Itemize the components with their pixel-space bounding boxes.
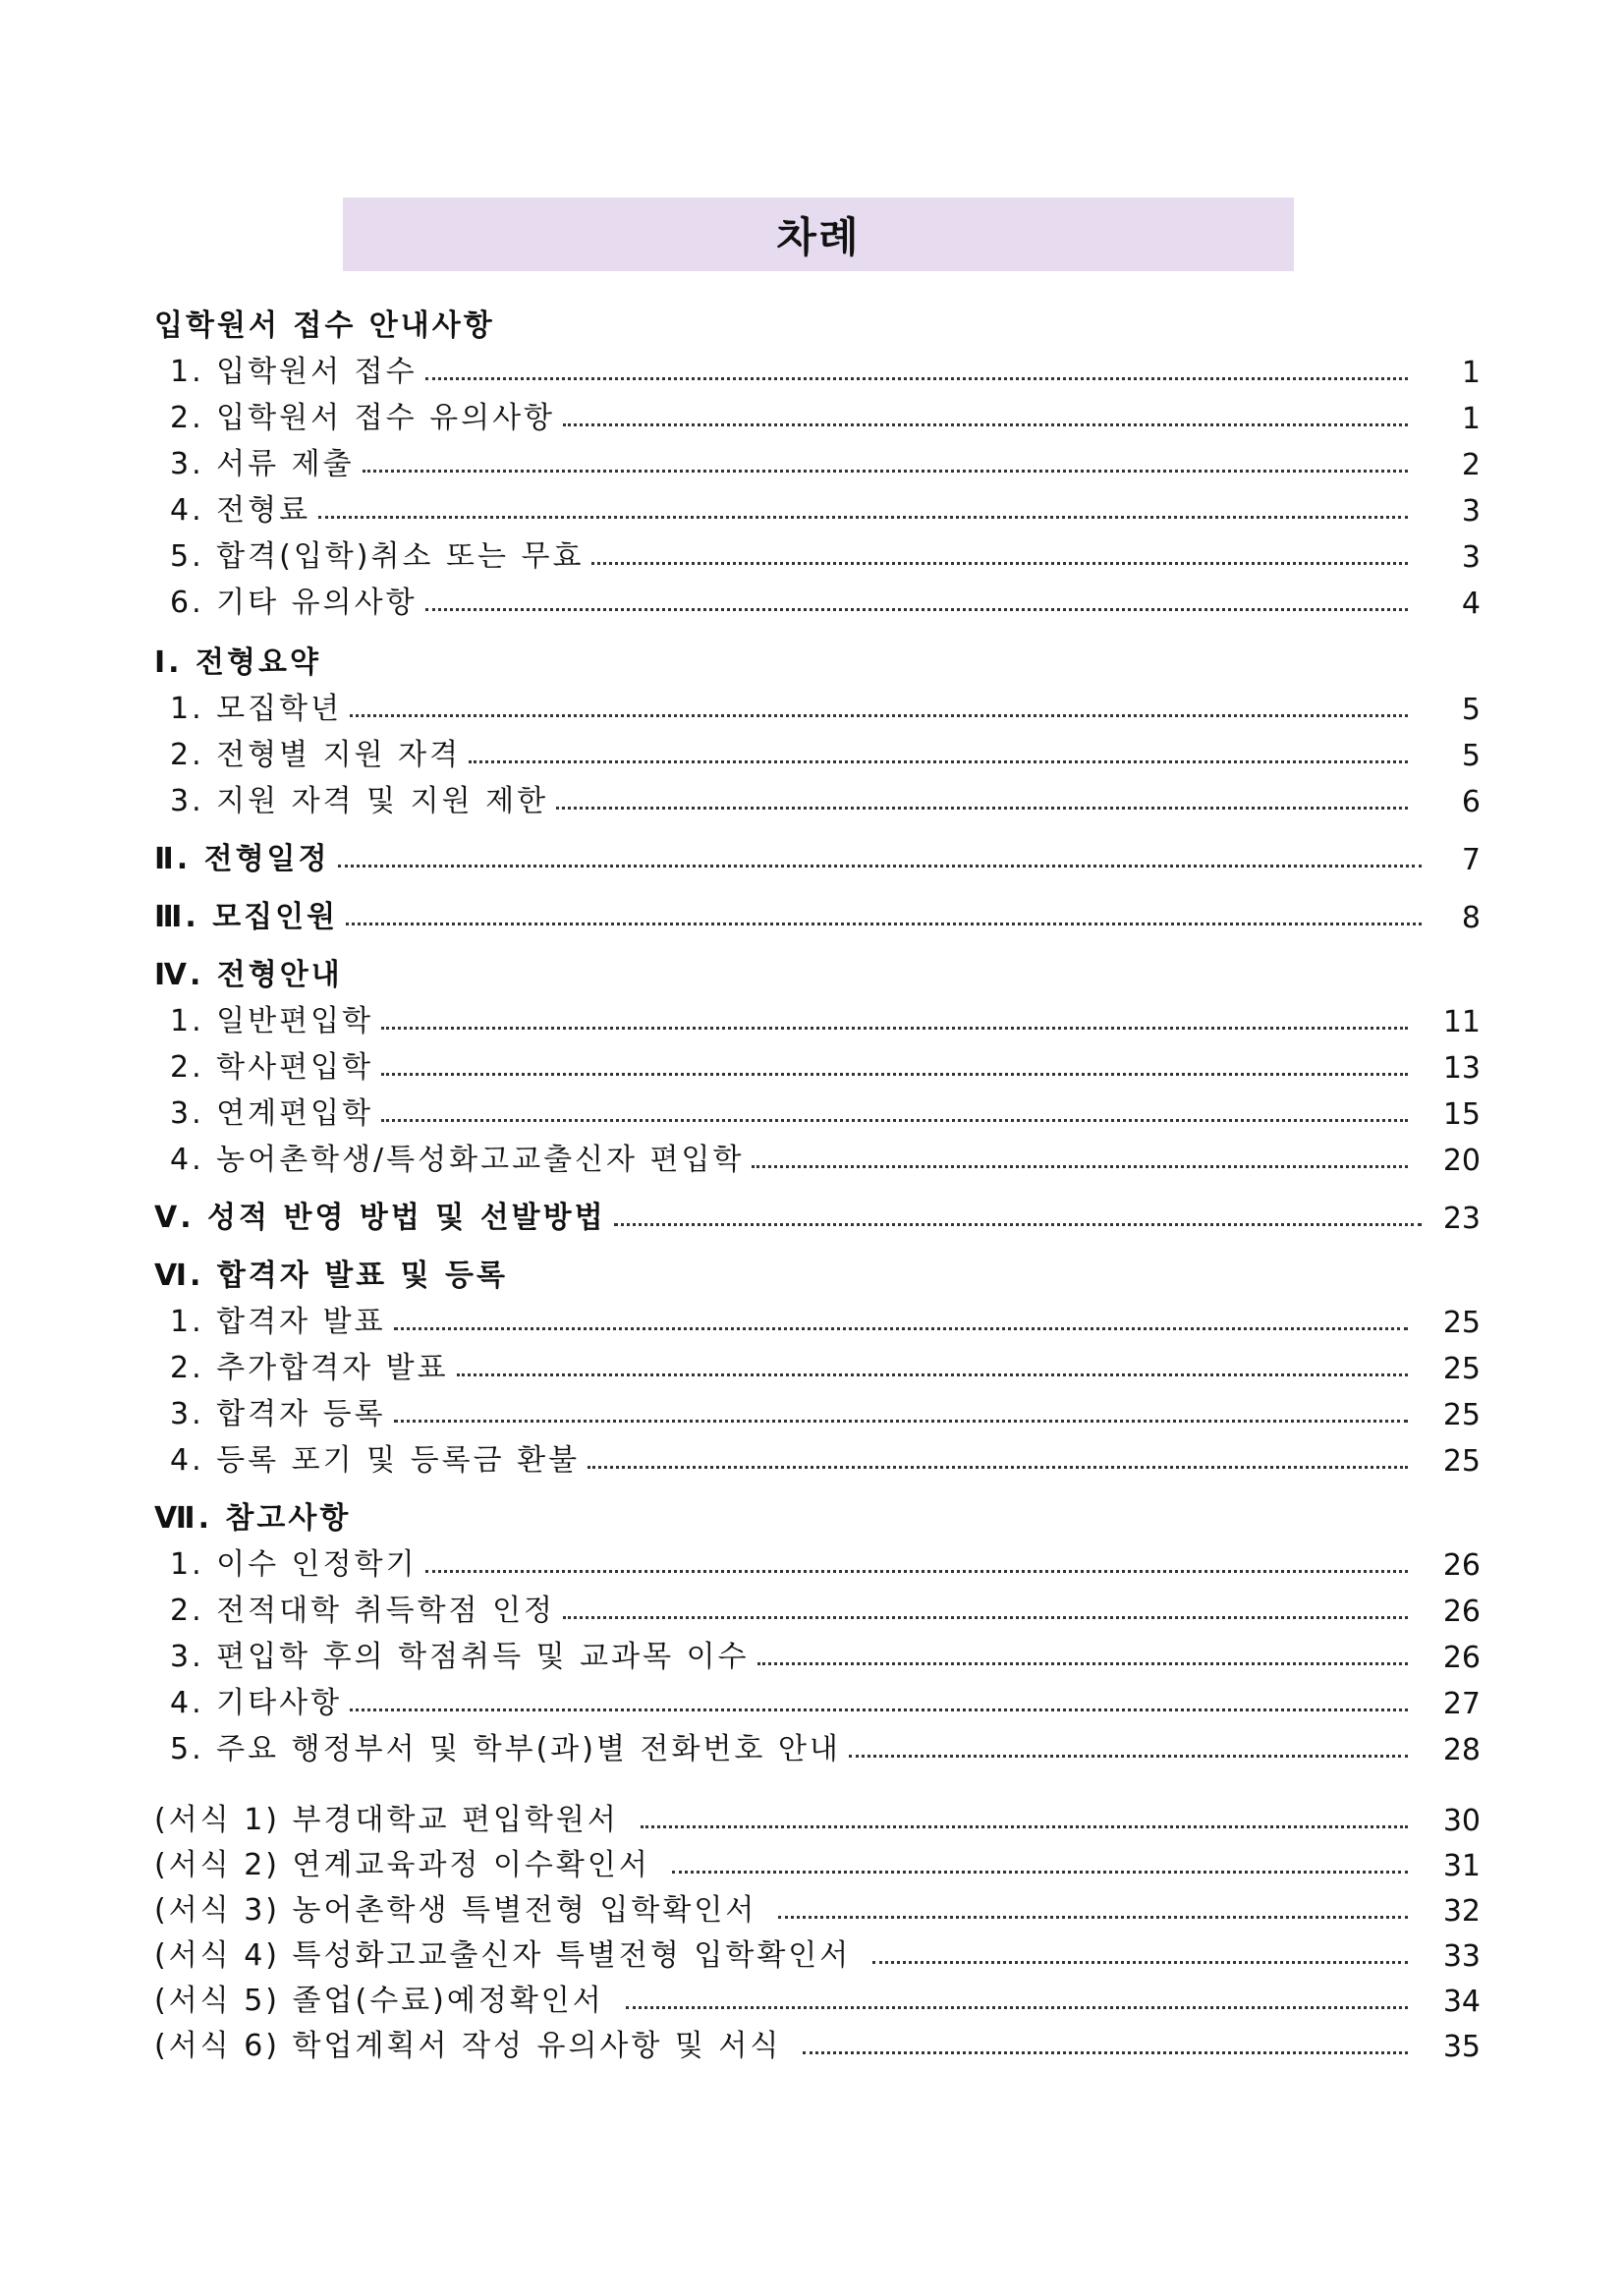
dot-leader bbox=[381, 1073, 1408, 1076]
entry-label: 1. 일반편입학 bbox=[170, 1004, 374, 1038]
dot-leader bbox=[757, 1662, 1408, 1665]
toc-title-bar bbox=[343, 197, 1294, 271]
toc-entry[interactable] bbox=[154, 344, 1481, 390]
toc-entry[interactable] bbox=[154, 575, 1481, 621]
toc-chapter-5[interactable] bbox=[154, 1190, 1481, 1236]
entry-page: 32 bbox=[1442, 1894, 1481, 1929]
toc-entry[interactable] bbox=[154, 1294, 1481, 1340]
toc-entry[interactable] bbox=[154, 436, 1481, 482]
entry-label: 5. 합격(입학)취소 또는 무효 bbox=[170, 539, 585, 574]
dot-leader bbox=[363, 470, 1408, 473]
entry-label: 4. 농어촌학생/특성화고교출신자 편입학 bbox=[170, 1143, 745, 1177]
entry-page: 6 bbox=[1461, 785, 1481, 819]
entry-page: 25 bbox=[1442, 1398, 1481, 1432]
entry-label: 1. 모집학년 bbox=[170, 692, 343, 726]
entry-page: 27 bbox=[1442, 1687, 1481, 1721]
entry-page: 30 bbox=[1442, 1804, 1481, 1838]
section-forms bbox=[154, 1793, 1481, 2064]
dot-leader bbox=[338, 865, 1422, 868]
toc-entry[interactable] bbox=[154, 529, 1481, 575]
dot-leader bbox=[394, 1327, 1408, 1330]
entry-label: 2. 추가합격자 발표 bbox=[170, 1351, 449, 1385]
entry-page: 1 bbox=[1461, 356, 1481, 390]
entry-page: 23 bbox=[1442, 1202, 1481, 1236]
entry-page: 13 bbox=[1442, 1051, 1481, 1086]
section-heading: Ⅰ. 전형요약 bbox=[154, 645, 321, 680]
dot-leader bbox=[350, 714, 1408, 717]
dot-leader bbox=[318, 516, 1408, 519]
toc-entry[interactable] bbox=[154, 773, 1481, 819]
dot-leader bbox=[872, 1961, 1408, 1964]
toc-form-entry[interactable] bbox=[154, 1974, 1481, 2019]
dot-leader bbox=[614, 1223, 1422, 1226]
dot-leader bbox=[457, 1373, 1408, 1376]
toc-entry[interactable] bbox=[154, 1132, 1481, 1178]
toc-title: 차례 bbox=[776, 212, 861, 261]
dot-leader bbox=[803, 2051, 1408, 2054]
entry-page: 3 bbox=[1461, 540, 1481, 575]
entry-page: 5 bbox=[1461, 693, 1481, 727]
entry-label: 4. 전형료 bbox=[170, 493, 311, 528]
toc-entry[interactable] bbox=[154, 1386, 1481, 1432]
entry-page: 1 bbox=[1461, 402, 1481, 436]
section-chapter-7 bbox=[154, 1490, 1481, 1767]
toc-form-entry[interactable] bbox=[154, 1929, 1481, 1974]
dot-leader bbox=[563, 423, 1408, 426]
entry-page: 34 bbox=[1442, 1985, 1481, 2019]
entry-page: 3 bbox=[1461, 494, 1481, 529]
section-intro bbox=[154, 298, 1481, 621]
entry-label: 4. 기타사항 bbox=[170, 1686, 343, 1720]
dot-leader bbox=[591, 562, 1408, 565]
toc-entry[interactable] bbox=[154, 1039, 1481, 1086]
entry-label: 1. 입학원서 접수 bbox=[170, 355, 418, 389]
section-chapter-4 bbox=[154, 947, 1481, 1178]
toc-entry[interactable] bbox=[154, 1629, 1481, 1675]
toc-entry[interactable] bbox=[154, 993, 1481, 1039]
entry-page: 28 bbox=[1442, 1733, 1481, 1767]
entry-label: 2. 입학원서 접수 유의사항 bbox=[170, 401, 556, 435]
entry-page: 26 bbox=[1442, 1641, 1481, 1675]
dot-leader bbox=[556, 807, 1408, 810]
form-label: (서식 1) 부경대학교 편입학원서 bbox=[154, 1803, 619, 1837]
toc-entry[interactable] bbox=[154, 390, 1481, 436]
entry-page: 33 bbox=[1442, 1939, 1481, 1974]
dot-leader bbox=[469, 760, 1408, 763]
toc-entry[interactable] bbox=[154, 1537, 1481, 1583]
entry-label: 5. 주요 행정부서 및 학부(과)별 전화번호 안내 bbox=[170, 1732, 841, 1766]
form-label: (서식 2) 연계교육과정 이수확인서 bbox=[154, 1848, 650, 1882]
entry-page: 35 bbox=[1442, 2030, 1481, 2064]
entry-label: 3. 편입학 후의 학점취득 및 교과목 이수 bbox=[170, 1640, 750, 1674]
entry-page: 25 bbox=[1442, 1444, 1481, 1479]
entry-label: 3. 서류 제출 bbox=[170, 447, 355, 481]
toc-form-entry[interactable] bbox=[154, 1838, 1481, 1883]
dot-leader bbox=[425, 608, 1408, 611]
section-heading: 입학원서 접수 안내사항 bbox=[154, 308, 495, 343]
entry-label: 4. 등록 포기 및 등록금 환불 bbox=[170, 1443, 581, 1478]
entry-label: 2. 전형별 지원 자격 bbox=[170, 738, 462, 772]
toc-entry[interactable] bbox=[154, 681, 1481, 727]
dot-leader bbox=[381, 1119, 1408, 1122]
section-heading: Ⅳ. 전형안내 bbox=[154, 958, 343, 992]
toc-form-entry[interactable] bbox=[154, 1793, 1481, 1838]
entry-page: 25 bbox=[1442, 1352, 1481, 1386]
toc-entry[interactable] bbox=[154, 1086, 1481, 1132]
dot-leader bbox=[849, 1755, 1408, 1758]
chapter-label: Ⅱ. 전형일정 bbox=[154, 842, 330, 876]
toc-entry[interactable] bbox=[154, 482, 1481, 529]
entry-label: 3. 지원 자격 및 지원 제한 bbox=[170, 784, 549, 818]
toc-entry[interactable] bbox=[154, 1583, 1481, 1629]
section-chapter-1 bbox=[154, 635, 1481, 819]
form-label: (서식 4) 특성화고교출신자 특별전형 입학확인서 bbox=[154, 1938, 852, 1973]
chapter-label: Ⅴ. 성적 반영 방법 및 선발방법 bbox=[154, 1201, 606, 1235]
dot-leader bbox=[626, 2006, 1408, 2009]
dot-leader bbox=[350, 1708, 1408, 1711]
toc-entry[interactable] bbox=[154, 1721, 1481, 1767]
toc-chapter-2[interactable] bbox=[154, 831, 1481, 877]
entry-page: 4 bbox=[1461, 587, 1481, 621]
chapter-label: Ⅲ. 모집인원 bbox=[154, 900, 339, 934]
entry-label: 6. 기타 유의사항 bbox=[170, 586, 418, 620]
entry-label: 1. 합격자 발표 bbox=[170, 1305, 386, 1339]
dot-leader bbox=[672, 1871, 1408, 1874]
dot-leader bbox=[425, 377, 1408, 380]
toc-form-entry[interactable] bbox=[154, 1883, 1481, 1929]
entry-page: 31 bbox=[1442, 1849, 1481, 1883]
entry-page: 5 bbox=[1461, 739, 1481, 773]
entry-page: 15 bbox=[1442, 1097, 1481, 1132]
toc-form-entry[interactable] bbox=[154, 2019, 1481, 2064]
entry-page: 7 bbox=[1461, 843, 1481, 877]
entry-page: 2 bbox=[1461, 448, 1481, 482]
dot-leader bbox=[752, 1165, 1408, 1168]
entry-label: 1. 이수 인정학기 bbox=[170, 1547, 418, 1582]
entry-page: 25 bbox=[1442, 1306, 1481, 1340]
toc-entry[interactable] bbox=[154, 1432, 1481, 1479]
entry-page: 11 bbox=[1442, 1005, 1481, 1039]
toc-entry[interactable] bbox=[154, 727, 1481, 773]
table-of-contents bbox=[154, 298, 1481, 2064]
section-chapter-6 bbox=[154, 1248, 1481, 1479]
dot-leader bbox=[381, 1027, 1408, 1030]
entry-page: 20 bbox=[1442, 1144, 1481, 1178]
toc-entry[interactable] bbox=[154, 1340, 1481, 1386]
form-label: (서식 5) 졸업(수료)예정확인서 bbox=[154, 1984, 604, 2018]
entry-label: 3. 합격자 등록 bbox=[170, 1397, 386, 1431]
dot-leader bbox=[563, 1616, 1408, 1619]
entry-page: 8 bbox=[1461, 901, 1481, 935]
entry-page: 26 bbox=[1442, 1548, 1481, 1583]
entry-label: 2. 학사편입학 bbox=[170, 1050, 374, 1085]
entry-label: 3. 연계편입학 bbox=[170, 1096, 374, 1131]
dot-leader bbox=[394, 1420, 1408, 1423]
dot-leader bbox=[588, 1466, 1408, 1469]
toc-chapter-3[interactable] bbox=[154, 889, 1481, 935]
section-heading: Ⅵ. 합격자 발표 및 등록 bbox=[154, 1259, 508, 1293]
dot-leader bbox=[778, 1916, 1408, 1919]
entry-label: 2. 전적대학 취득학점 인정 bbox=[170, 1594, 556, 1628]
form-label: (서식 3) 농어촌학생 특별전형 입학확인서 bbox=[154, 1893, 757, 1928]
toc-entry[interactable] bbox=[154, 1675, 1481, 1721]
dot-leader bbox=[346, 923, 1422, 925]
entry-page: 26 bbox=[1442, 1595, 1481, 1629]
dot-leader bbox=[641, 1825, 1408, 1828]
section-heading: Ⅶ. 참고사항 bbox=[154, 1501, 352, 1536]
dot-leader bbox=[425, 1570, 1408, 1573]
form-label: (서식 6) 학업계획서 작성 유의사항 및 서식 bbox=[154, 2029, 782, 2063]
